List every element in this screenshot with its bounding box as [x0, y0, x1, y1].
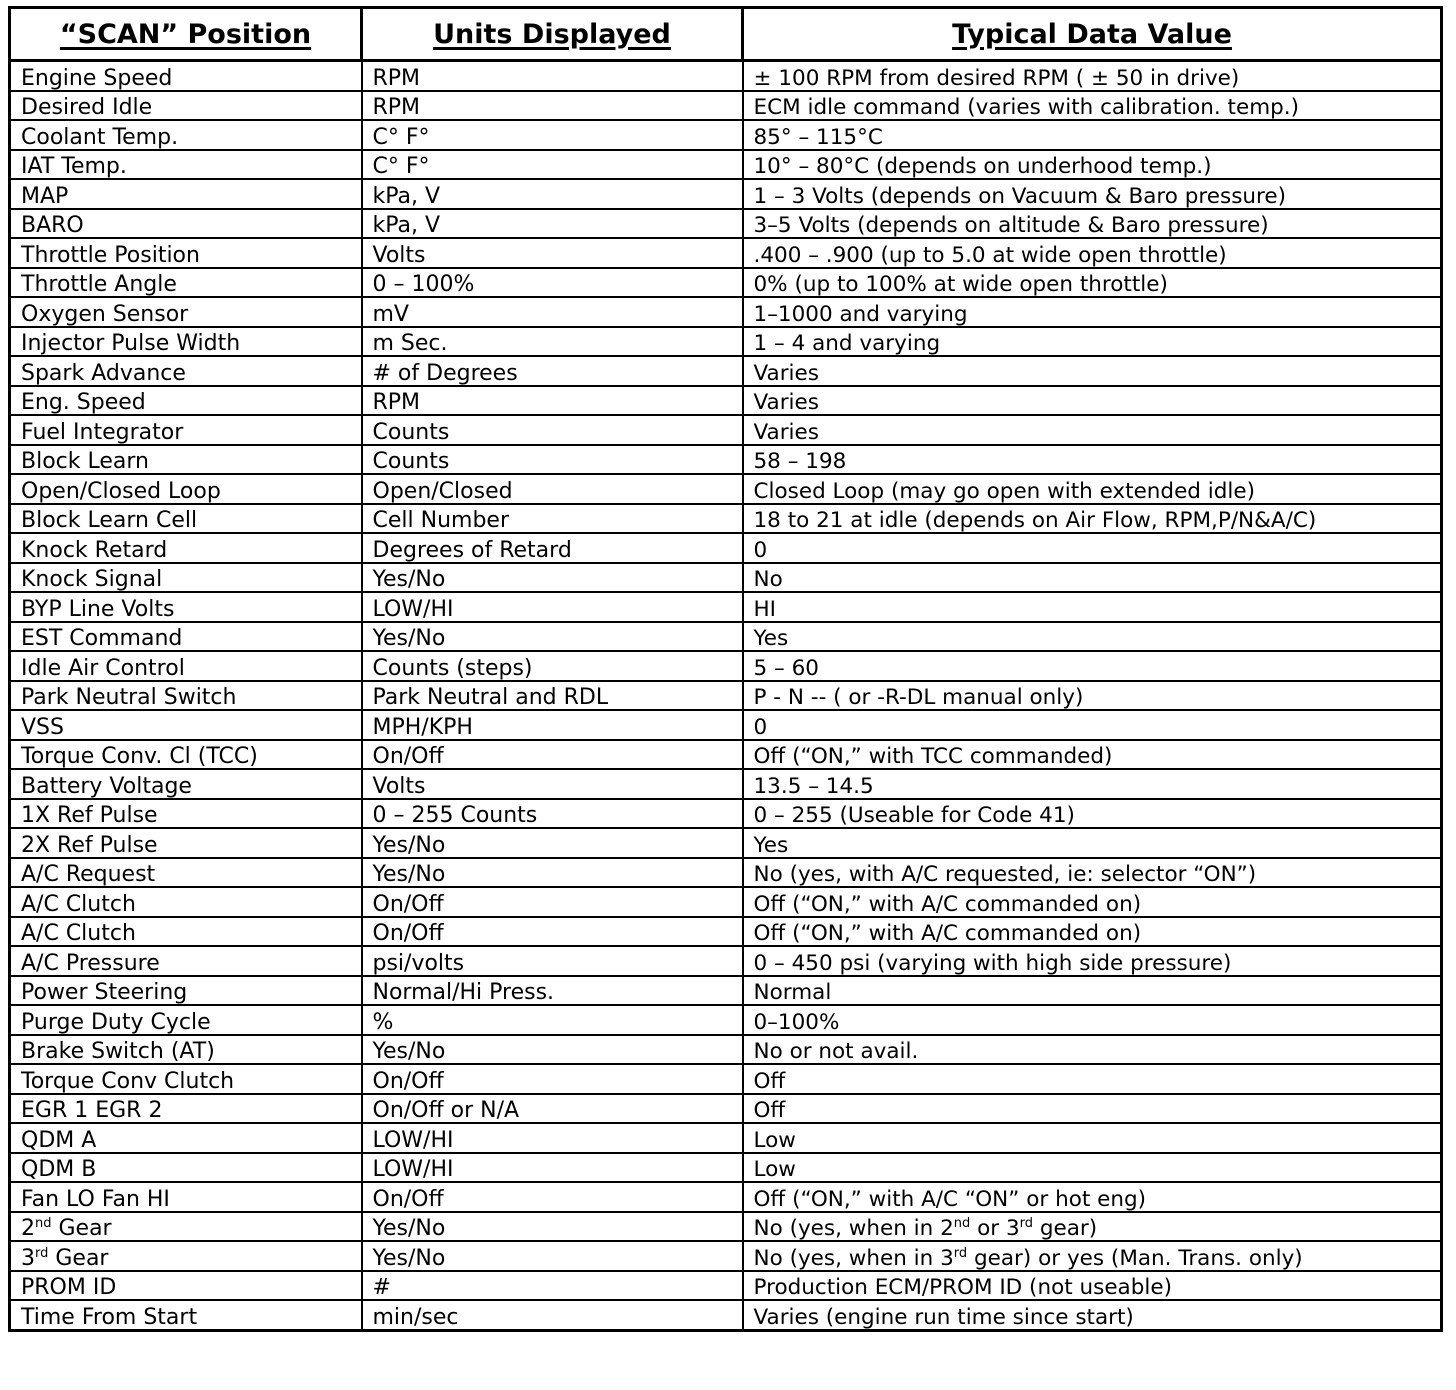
typical-value-cell: ± 100 RPM from desired RPM ( ± 50 in drive) [743, 61, 1442, 91]
units-displayed-cell: kPa, V [362, 179, 743, 209]
scan-position-cell: 2X Ref Pulse [10, 828, 362, 858]
units-displayed-cell: Yes/No [362, 828, 743, 858]
units-displayed-cell: Volts [362, 769, 743, 799]
table-row [10, 445, 1442, 475]
cell-text: gear) or yes (Man. Trans. only) [967, 1245, 1303, 1271]
table-row [10, 356, 1442, 386]
scan-position-cell: Block Learn Cell [10, 504, 362, 534]
units-displayed-cell: Yes/No [362, 1241, 743, 1271]
units-displayed-cell: Counts [362, 445, 743, 475]
scan-position-cell: Block Learn [10, 445, 362, 475]
cell-text: or 3 [970, 1216, 1020, 1241]
table-row [10, 858, 1442, 888]
scan-position-cell: Torque Conv Clutch [10, 1064, 362, 1094]
units-displayed-cell: On/Off [362, 917, 743, 947]
units-displayed-cell: Counts (steps) [362, 651, 743, 681]
typical-value-cell: .400 – .900 (up to 5.0 at wide open throttle) [743, 238, 1442, 268]
cell-text: gear) [1033, 1216, 1098, 1241]
table-row [10, 1300, 1442, 1330]
units-displayed-cell: On/Off [362, 1182, 743, 1212]
table-row [10, 209, 1442, 239]
table-row [10, 1005, 1442, 1035]
typical-value-cell: Yes [743, 622, 1442, 652]
typical-value-cell: P - N -- ( or -R-DL manual only) [743, 681, 1442, 711]
typical-value-cell: Off (“ON,” with TCC commanded) [743, 740, 1442, 770]
units-displayed-cell: RPM [362, 386, 743, 416]
scan-position-cell: Idle Air Control [10, 651, 362, 681]
units-displayed-cell: RPM [362, 91, 743, 121]
table-row [10, 769, 1442, 799]
scan-position-cell: A/C Request [10, 858, 362, 888]
table-row [10, 681, 1442, 711]
units-displayed-cell: Yes/No [362, 1035, 743, 1065]
scan-position-cell: IAT Temp. [10, 150, 362, 180]
typical-value-cell: Off (“ON,” with A/C commanded on) [743, 917, 1442, 947]
units-displayed-cell: C° F° [362, 150, 743, 180]
table-row [10, 297, 1442, 327]
table-row [10, 179, 1442, 209]
typical-value-cell: Normal [743, 976, 1442, 1006]
typical-value-cell: 1–1000 and varying [743, 297, 1442, 327]
units-displayed-cell: Park Neutral and RDL [362, 681, 743, 711]
table-body [10, 61, 1442, 1331]
scan-position-cell: VSS [10, 710, 362, 740]
scan-position-cell: A/C Pressure [10, 946, 362, 976]
table-row [10, 592, 1442, 622]
cell-text: 3 [21, 1245, 35, 1271]
typical-value-cell: 0–100% [743, 1005, 1442, 1035]
header-typical-data-value: Typical Data Value [743, 8, 1442, 61]
scan-position-cell: Desired Idle [10, 91, 362, 121]
units-displayed-cell: Yes/No [362, 1212, 743, 1242]
units-displayed-cell: Open/Closed [362, 474, 743, 504]
table-row [10, 1064, 1442, 1094]
table-row [10, 238, 1442, 268]
units-displayed-cell: % [362, 1005, 743, 1035]
units-displayed-cell: Degrees of Retard [362, 533, 743, 563]
scan-position-cell: Throttle Position [10, 238, 362, 268]
table-row [10, 710, 1442, 740]
typical-value-cell: 5 – 60 [743, 651, 1442, 681]
scan-position-cell: Fuel Integrator [10, 415, 362, 445]
table-row [10, 504, 1442, 534]
typical-value-cell: Varies [743, 415, 1442, 445]
typical-value-cell: Off (“ON,” with A/C “ON” or hot eng) [743, 1182, 1442, 1212]
units-displayed-cell: mV [362, 297, 743, 327]
scan-position-cell: Oxygen Sensor [10, 297, 362, 327]
scan-position-cell: Eng. Speed [10, 386, 362, 416]
ordinal-suffix: nd [35, 1216, 52, 1231]
scan-position-cell: MAP [10, 179, 362, 209]
table-row [10, 946, 1442, 976]
typical-value-cell: No or not avail. [743, 1035, 1442, 1065]
units-displayed-cell: On/Off [362, 1064, 743, 1094]
typical-value-cell: 1 – 4 and varying [743, 327, 1442, 357]
scan-position-cell: BYP Line Volts [10, 592, 362, 622]
scan-position-cell: PROM ID [10, 1271, 362, 1301]
scan-position-cell [10, 1241, 362, 1271]
units-displayed-cell: # of Degrees [362, 356, 743, 386]
units-displayed-cell: On/Off or N/A [362, 1094, 743, 1124]
scan-position-cell: Power Steering [10, 976, 362, 1006]
cell-text: 2 [21, 1216, 35, 1241]
table-row [10, 474, 1442, 504]
typical-value-cell: Varies (engine run time since start) [743, 1300, 1442, 1330]
scan-position-cell: EGR 1 EGR 2 [10, 1094, 362, 1124]
units-displayed-cell: # [362, 1271, 743, 1301]
typical-value-cell: Off [743, 1094, 1442, 1124]
units-displayed-cell: Yes/No [362, 858, 743, 888]
units-displayed-cell: kPa, V [362, 209, 743, 239]
ordinal-suffix: rd [953, 1245, 968, 1261]
units-displayed-cell: Yes/No [362, 622, 743, 652]
typical-value-cell: Off [743, 1064, 1442, 1094]
cell-text: Gear [48, 1245, 109, 1271]
table-row [10, 386, 1442, 416]
table-row [10, 1035, 1442, 1065]
units-displayed-cell: LOW/HI [362, 1123, 743, 1153]
table-row [10, 1123, 1442, 1153]
table-row [10, 976, 1442, 1006]
typical-value-cell: 10° – 80°C (depends on underhood temp.) [743, 150, 1442, 180]
scan-position-cell: BARO [10, 209, 362, 239]
table-row [10, 268, 1442, 298]
scan-position-cell: EST Command [10, 622, 362, 652]
scan-position-cell: Battery Voltage [10, 769, 362, 799]
scan-position-cell: A/C Clutch [10, 917, 362, 947]
scan-position-cell: Coolant Temp. [10, 120, 362, 150]
scan-position-cell: 1X Ref Pulse [10, 799, 362, 829]
typical-value-cell: 85° – 115°C [743, 120, 1442, 150]
cell-text: No (yes, when in 2 [753, 1216, 954, 1241]
units-displayed-cell: C° F° [362, 120, 743, 150]
table-row [10, 327, 1442, 357]
typical-value-cell: 0 [743, 533, 1442, 563]
scan-data-table [8, 6, 1443, 1332]
typical-value-cell: ECM idle command (varies with calibration. temp.) [743, 91, 1442, 121]
units-displayed-cell: m Sec. [362, 327, 743, 357]
units-displayed-cell: MPH/KPH [362, 710, 743, 740]
units-displayed-cell: Volts [362, 238, 743, 268]
ordinal-suffix: rd [1019, 1216, 1034, 1231]
typical-value-cell: Varies [743, 386, 1442, 416]
scan-position-cell: QDM B [10, 1153, 362, 1183]
typical-value-cell: 1 – 3 Volts (depends on Vacuum & Baro pressure) [743, 179, 1442, 209]
table-row [10, 1094, 1442, 1124]
typical-value-cell: 0 – 450 psi (varying with high side pressure) [743, 946, 1442, 976]
header-scan-position: “SCAN” Position [10, 8, 362, 61]
scan-position-cell: Brake Switch (AT) [10, 1035, 362, 1065]
typical-value-cell: 3–5 Volts (depends on altitude & Baro pressure) [743, 209, 1442, 239]
typical-value-cell: 18 to 21 at idle (depends on Air Flow, RPM,P/N&A/C) [743, 504, 1442, 534]
scan-position-cell: Injector Pulse Width [10, 327, 362, 357]
scan-position-cell: QDM A [10, 1123, 362, 1153]
units-displayed-cell: 0 – 255 Counts [362, 799, 743, 829]
typical-value-cell [743, 1241, 1442, 1271]
units-displayed-cell: Yes/No [362, 563, 743, 593]
typical-value-cell: HI [743, 592, 1442, 622]
table-row [10, 91, 1442, 121]
units-displayed-cell: LOW/HI [362, 592, 743, 622]
typical-value-cell: 0% (up to 100% at wide open throttle) [743, 268, 1442, 298]
typical-value-cell: Low [743, 1153, 1442, 1183]
typical-value-cell: Varies [743, 356, 1442, 386]
table-row [10, 1271, 1442, 1301]
table-row [10, 1182, 1442, 1212]
cell-text: No (yes, when in 3 [753, 1245, 954, 1271]
table-row [10, 1241, 1442, 1271]
table-row [10, 150, 1442, 180]
units-displayed-cell: On/Off [362, 740, 743, 770]
scan-position-cell [10, 1212, 362, 1242]
units-displayed-cell: Counts [362, 415, 743, 445]
typical-value-cell: 58 – 198 [743, 445, 1442, 475]
scan-position-cell: Torque Conv. Cl (TCC) [10, 740, 362, 770]
table-row [10, 563, 1442, 593]
units-displayed-cell: LOW/HI [362, 1153, 743, 1183]
table-row [10, 415, 1442, 445]
scan-position-cell: Knock Retard [10, 533, 362, 563]
scan-position-cell: Spark Advance [10, 356, 362, 386]
table-row [10, 887, 1442, 917]
header-row [10, 8, 1442, 61]
scan-position-cell: Park Neutral Switch [10, 681, 362, 711]
table-row [10, 622, 1442, 652]
scan-position-cell: Throttle Angle [10, 268, 362, 298]
typical-value-cell: 0 [743, 710, 1442, 740]
units-displayed-cell: On/Off [362, 887, 743, 917]
ordinal-suffix: rd [35, 1245, 49, 1261]
scan-position-cell: Knock Signal [10, 563, 362, 593]
cell-text: Gear [51, 1216, 112, 1241]
typical-value-cell: Production ECM/PROM ID (not useable) [743, 1271, 1442, 1301]
units-displayed-cell: min/sec [362, 1300, 743, 1330]
table-row [10, 651, 1442, 681]
typical-value-cell [743, 1212, 1442, 1242]
units-displayed-cell: psi/volts [362, 946, 743, 976]
scan-position-cell: Purge Duty Cycle [10, 1005, 362, 1035]
typical-value-cell: No (yes, with A/C requested, ie: selector “ON”) [743, 858, 1442, 888]
typical-value-cell: Off (“ON,” with A/C commanded on) [743, 887, 1442, 917]
table-row [10, 61, 1442, 91]
table-row [10, 799, 1442, 829]
typical-value-cell: Low [743, 1123, 1442, 1153]
typical-value-cell: 0 – 255 (Useable for Code 41) [743, 799, 1442, 829]
table-row [10, 740, 1442, 770]
table-row [10, 828, 1442, 858]
scan-position-cell: Time From Start [10, 1300, 362, 1330]
table-row [10, 1153, 1442, 1183]
scan-position-cell: A/C Clutch [10, 887, 362, 917]
scan-position-cell: Fan LO Fan HI [10, 1182, 362, 1212]
typical-value-cell: No [743, 563, 1442, 593]
header-units-displayed: Units Displayed [362, 8, 743, 61]
table-row [10, 1212, 1442, 1242]
units-displayed-cell: RPM [362, 61, 743, 91]
scan-position-cell: Open/Closed Loop [10, 474, 362, 504]
table-row [10, 917, 1442, 947]
typical-value-cell: Closed Loop (may go open with extended idle) [743, 474, 1442, 504]
typical-value-cell: 13.5 – 14.5 [743, 769, 1442, 799]
ordinal-suffix: nd [953, 1216, 971, 1231]
units-displayed-cell: Normal/Hi Press. [362, 976, 743, 1006]
table-row [10, 120, 1442, 150]
units-displayed-cell: 0 – 100% [362, 268, 743, 298]
units-displayed-cell: Cell Number [362, 504, 743, 534]
scan-position-cell: Engine Speed [10, 61, 362, 91]
typical-value-cell: Yes [743, 828, 1442, 858]
table-row [10, 533, 1442, 563]
